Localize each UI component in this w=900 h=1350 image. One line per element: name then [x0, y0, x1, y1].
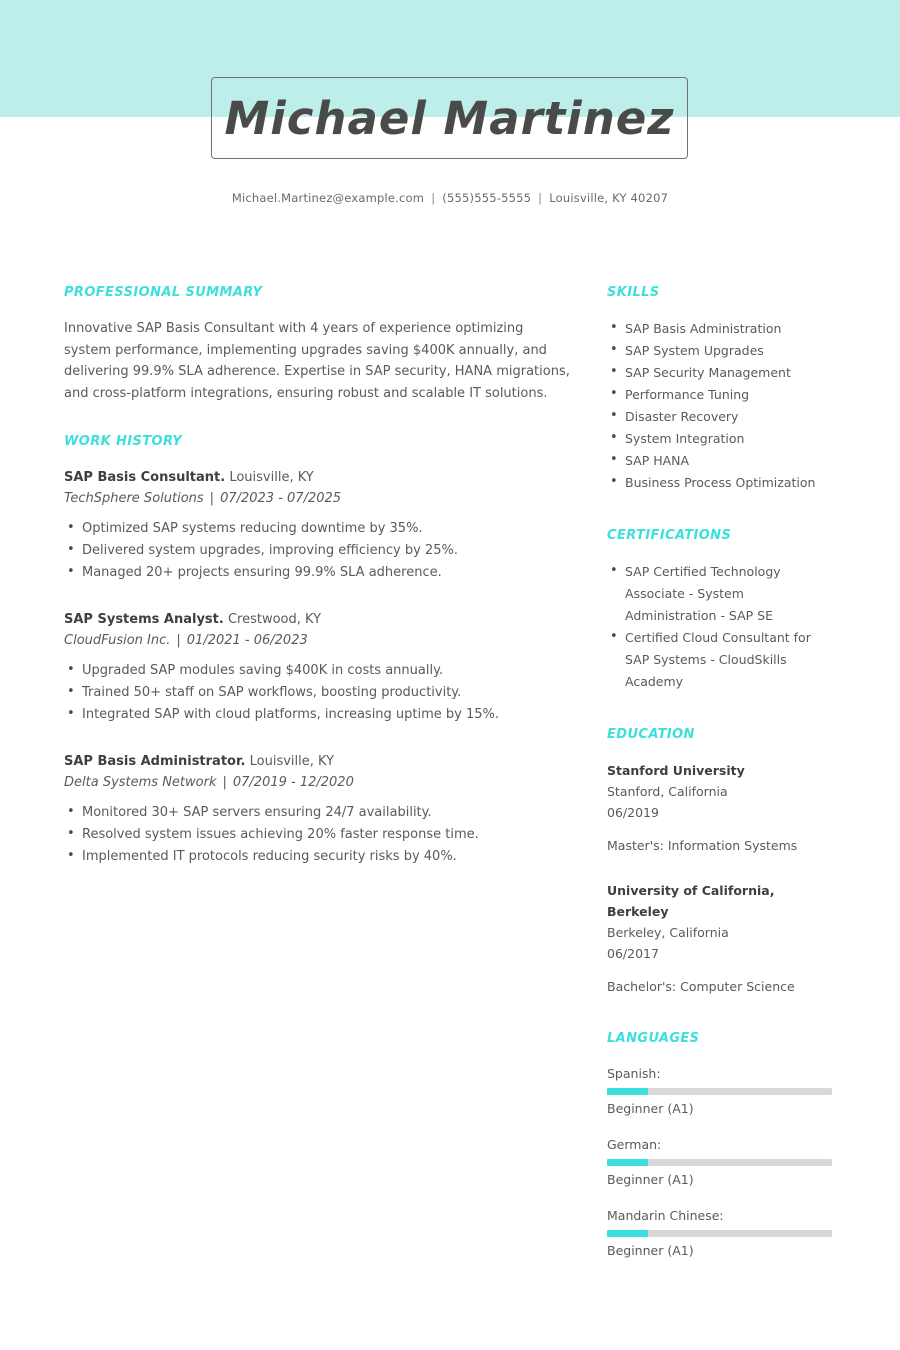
language-proficiency-bar	[607, 1159, 832, 1166]
work-history-entry	[64, 467, 574, 584]
job-bullet: • Upgraded SAP modules saving $400K in costs annually.	[64, 660, 574, 682]
job-dates: 07/2019 - 12/2020	[232, 775, 354, 790]
language-proficiency-fill	[607, 1088, 648, 1095]
job-company: TechSphere Solutions	[64, 491, 204, 506]
skills-list	[607, 318, 839, 494]
page-title: Michael Martinez	[224, 91, 675, 145]
job-bullets	[64, 660, 574, 726]
skill-item: • Performance Tuning	[607, 384, 839, 406]
heading-skills: SKILLS	[607, 285, 660, 300]
job-meta-separator: |	[176, 633, 181, 648]
job-meta	[64, 772, 574, 793]
certification-item: • SAP Certified Technology Associate - System Administration - SAP SE	[607, 561, 839, 627]
job-company: CloudFusion Inc.	[64, 633, 171, 648]
section-work-history	[64, 434, 574, 868]
job-location: Louisville, KY	[229, 470, 314, 485]
job-meta	[64, 488, 574, 509]
language-entry	[607, 1206, 839, 1261]
skill-item: • System Integration	[607, 428, 839, 450]
education-date: 06/2017	[607, 946, 659, 961]
language-proficiency-fill	[607, 1230, 648, 1237]
heading-languages: LANGUAGES	[607, 1031, 700, 1046]
job-dates: 07/2023 - 07/2025	[220, 491, 342, 506]
education-date: 06/2019	[607, 805, 659, 820]
certifications-list	[607, 561, 839, 693]
language-entry	[607, 1064, 839, 1119]
job-bullets	[64, 518, 574, 584]
job-title-line	[64, 751, 574, 772]
job-bullet: • Managed 20+ projects ensuring 99.9% SLA adherence.	[64, 562, 574, 584]
job-title: SAP Basis Consultant.	[64, 470, 226, 485]
job-title-line	[64, 467, 574, 488]
skill-item: • Business Process Optimization	[607, 472, 839, 494]
education-degree: Master's: Information Systems	[607, 838, 798, 853]
skill-item: • Disaster Recovery	[607, 406, 839, 428]
language-name: Mandarin Chinese:	[607, 1208, 724, 1223]
contact-line	[0, 191, 900, 205]
language-name: Spanish:	[607, 1066, 661, 1081]
work-history-entry	[64, 751, 574, 868]
section-professional-summary	[64, 285, 574, 404]
section-skills	[607, 285, 839, 494]
job-bullet: • Optimized SAP systems reducing downtime by 35%.	[64, 518, 574, 540]
language-proficiency-bar	[607, 1088, 832, 1095]
contact-location: Louisville, KY 40207	[549, 191, 669, 205]
job-meta-separator: |	[209, 491, 215, 506]
language-level: Beginner (A1)	[607, 1101, 694, 1116]
resume-body	[0, 285, 900, 1295]
job-title: SAP Systems Analyst.	[64, 612, 224, 627]
section-education	[607, 727, 839, 997]
language-proficiency-bar	[607, 1230, 832, 1237]
job-title: SAP Basis Administrator.	[64, 754, 246, 769]
section-certifications	[607, 528, 839, 693]
language-level: Beginner (A1)	[607, 1243, 694, 1258]
job-location: Crestwood, KY	[227, 612, 322, 627]
contact-email: Michael.Martinez@example.com	[231, 191, 425, 205]
education-place: Berkeley, California	[607, 925, 729, 940]
job-bullet: • Resolved system issues achieving 20% faster response time.	[64, 824, 574, 846]
job-bullet: • Integrated SAP with cloud platforms, increasing uptime by 15%.	[64, 704, 574, 726]
skill-item: • SAP Security Management	[607, 362, 839, 384]
job-dates: 01/2021 - 06/2023	[186, 633, 308, 648]
professional-summary-text: Innovative SAP Basis Consultant with 4 years of experience optimizing system performance, implementing upgrades saving $400K annually, and delivering 99.9% SLA adherence. Expertise in SAP security, HANA migrations, and cross-platform integrations, ensuring robust and scalable IT solutions.	[64, 321, 570, 401]
job-title-line	[64, 609, 574, 630]
skill-item: • SAP HANA	[607, 450, 839, 472]
education-entry	[607, 760, 839, 856]
education-entry	[607, 880, 839, 997]
contact-phone: (555)555-5555	[442, 191, 532, 205]
job-meta-separator: |	[222, 775, 227, 790]
heading-certifications: CERTIFICATIONS	[607, 528, 732, 543]
job-bullet: • Delivered system upgrades, improving efficiency by 25%.	[64, 540, 574, 562]
job-meta	[64, 630, 574, 651]
education-school: Stanford University	[607, 763, 745, 778]
certification-item: • Certified Cloud Consultant for SAP Systems - CloudSkills Academy	[607, 627, 839, 693]
job-company: Delta Systems Network	[64, 775, 217, 790]
name-box	[211, 77, 688, 159]
job-bullet: • Implemented IT protocols reducing security risks by 40%.	[64, 846, 574, 868]
job-location: Louisville, KY	[249, 754, 335, 769]
skill-item: • SAP System Upgrades	[607, 340, 839, 362]
work-history-entry	[64, 609, 574, 726]
left-column	[64, 285, 574, 898]
language-name: German:	[607, 1137, 662, 1152]
heading-professional-summary: PROFESSIONAL SUMMARY	[64, 285, 263, 300]
language-level: Beginner (A1)	[607, 1172, 694, 1187]
right-column	[607, 285, 839, 1295]
education-place: Stanford, California	[607, 784, 728, 799]
contact-separator-2: |	[538, 191, 543, 205]
job-bullet: • Monitored 30+ SAP servers ensuring 24/7 availability.	[64, 802, 574, 824]
heading-education: EDUCATION	[607, 727, 695, 742]
heading-work-history: WORK HISTORY	[64, 434, 183, 449]
job-bullet: • Trained 50+ staff on SAP workflows, boosting productivity.	[64, 682, 574, 704]
contact-separator-1: |	[431, 191, 436, 205]
job-bullets	[64, 802, 574, 868]
section-languages	[607, 1031, 839, 1261]
skill-item: • SAP Basis Administration	[607, 318, 839, 340]
language-proficiency-fill	[607, 1159, 648, 1166]
language-entry	[607, 1135, 839, 1190]
education-school: University of California, Berkeley	[607, 883, 775, 919]
education-degree: Bachelor's: Computer Science	[607, 979, 795, 994]
